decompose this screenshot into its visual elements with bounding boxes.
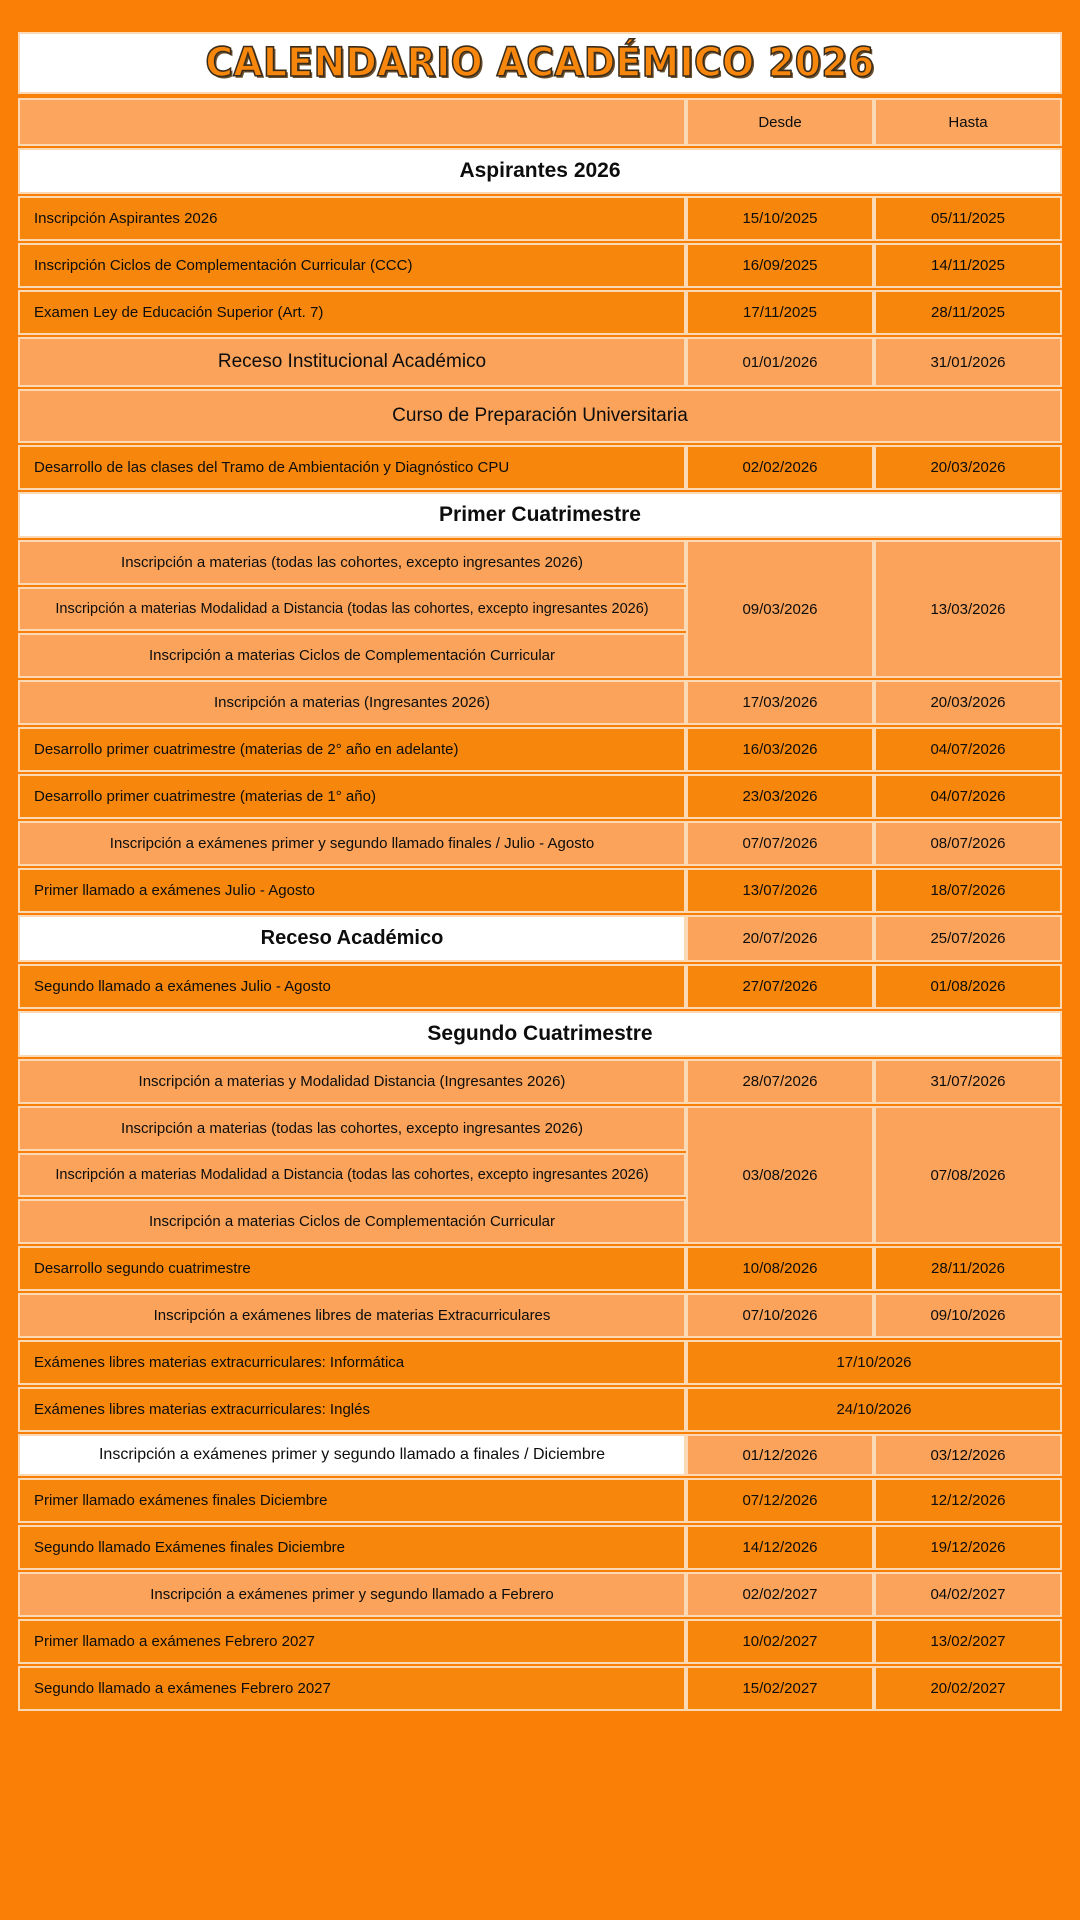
table-row [18, 290, 1062, 335]
row-label: Examen Ley de Educación Superior (Art. 7) [18, 290, 686, 335]
date-to: 09/10/2026 [874, 1293, 1062, 1338]
date-to: 31/01/2026 [874, 337, 1062, 387]
section-title: Segundo Cuatrimestre [18, 1011, 1062, 1057]
date-to: 03/12/2026 [874, 1434, 1062, 1476]
table-row [18, 1059, 1062, 1104]
column-header-hasta: Hasta [874, 98, 1062, 146]
table-row [18, 915, 1062, 962]
date-to: 19/12/2026 [874, 1525, 1062, 1570]
date-from: 07/12/2026 [686, 1478, 874, 1523]
section-title: Aspirantes 2026 [18, 148, 1062, 194]
date-to: 12/12/2026 [874, 1478, 1062, 1523]
row-label: Primer llamado exámenes finales Diciembre [18, 1478, 686, 1523]
date-to: 14/11/2025 [874, 243, 1062, 288]
date-from: 15/02/2027 [686, 1666, 874, 1711]
row-label: Desarrollo segundo cuatrimestre [18, 1246, 686, 1291]
row-label: Inscripción Ciclos de Complementación Curricular (CCC) [18, 243, 686, 288]
date-to: 31/07/2026 [874, 1059, 1062, 1104]
date-to: 07/08/2026 [874, 1106, 1062, 1244]
row-label: Receso Institucional Académico [18, 337, 686, 387]
table-row [18, 1340, 1062, 1385]
date-to: 20/03/2026 [874, 445, 1062, 490]
column-header-row [18, 98, 1062, 146]
table-row [18, 540, 1062, 585]
table-row [18, 337, 1062, 387]
row-label: Exámenes libres materias extracurriculares: Inglés [18, 1387, 686, 1432]
date-from: 20/07/2026 [686, 915, 874, 962]
date-to: 13/02/2027 [874, 1619, 1062, 1664]
row-label: Inscripción a exámenes primer y segundo llamado a Febrero [18, 1572, 686, 1617]
date-from: 09/03/2026 [686, 540, 874, 678]
date-single: 17/10/2026 [686, 1340, 1062, 1385]
band-title: Curso de Preparación Universitaria [18, 389, 1062, 443]
table-row [18, 868, 1062, 913]
date-from: 13/07/2026 [686, 868, 874, 913]
date-from: 02/02/2026 [686, 445, 874, 490]
row-label: Desarrollo primer cuatrimestre (materias de 2° año en adelante) [18, 727, 686, 772]
table-row [18, 1525, 1062, 1570]
date-from: 07/10/2026 [686, 1293, 874, 1338]
date-to: 25/07/2026 [874, 915, 1062, 962]
date-from: 16/09/2025 [686, 243, 874, 288]
calendar-body [18, 98, 1062, 1711]
date-from: 28/07/2026 [686, 1059, 874, 1104]
date-from: 27/07/2026 [686, 964, 874, 1009]
table-row [18, 243, 1062, 288]
date-to: 20/02/2027 [874, 1666, 1062, 1711]
table-row [18, 1293, 1062, 1338]
date-to: 04/07/2026 [874, 727, 1062, 772]
date-from: 01/01/2026 [686, 337, 874, 387]
row-label: Inscripción a materias (Ingresantes 2026) [18, 680, 686, 725]
table-row [18, 1387, 1062, 1432]
table-row [18, 1572, 1062, 1617]
table-row [18, 1666, 1062, 1711]
row-label: Inscripción a materias y Modalidad Distancia (Ingresantes 2026) [18, 1059, 686, 1104]
date-from: 10/08/2026 [686, 1246, 874, 1291]
section-header-row [18, 148, 1062, 194]
row-label: Inscripción a exámenes primer y segundo llamado finales / Julio - Agosto [18, 821, 686, 866]
date-from: 10/02/2027 [686, 1619, 874, 1664]
table-row [18, 445, 1062, 490]
row-label: Segundo llamado a exámenes Julio - Agosto [18, 964, 686, 1009]
date-to: 13/03/2026 [874, 540, 1062, 678]
table-row [18, 196, 1062, 241]
row-label: Inscripción a materias Modalidad a Distancia (todas las cohortes, excepto ingresantes 2026) [18, 1153, 686, 1197]
row-label: Inscripción a materias Modalidad a Distancia (todas las cohortes, excepto ingresantes 2026) [18, 587, 686, 631]
table-row [18, 774, 1062, 819]
date-from: 16/03/2026 [686, 727, 874, 772]
row-label: Inscripción a exámenes libres de materias Extracurriculares [18, 1293, 686, 1338]
table-row [18, 1434, 1062, 1476]
date-to: 28/11/2026 [874, 1246, 1062, 1291]
row-label: Inscripción a materias Ciclos de Complementación Curricular [18, 633, 686, 678]
date-to: 04/07/2026 [874, 774, 1062, 819]
row-label: Primer llamado a exámenes Febrero 2027 [18, 1619, 686, 1664]
table-row [18, 727, 1062, 772]
title-banner [18, 32, 1062, 94]
table-row [18, 1478, 1062, 1523]
column-header-desde: Desde [686, 98, 874, 146]
date-to: 18/07/2026 [874, 868, 1062, 913]
section-header-row [18, 492, 1062, 538]
section-header-row [18, 1011, 1062, 1057]
section-title: Primer Cuatrimestre [18, 492, 1062, 538]
date-to: 08/07/2026 [874, 821, 1062, 866]
row-label: Primer llamado a exámenes Julio - Agosto [18, 868, 686, 913]
row-label: Exámenes libres materias extracurriculares: Informática [18, 1340, 686, 1385]
date-to: 20/03/2026 [874, 680, 1062, 725]
table-row [18, 680, 1062, 725]
band-row [18, 389, 1062, 443]
row-label: Inscripción a exámenes primer y segundo llamado a finales / Diciembre [18, 1434, 686, 1476]
row-label: Inscripción a materias Ciclos de Complementación Curricular [18, 1199, 686, 1244]
date-from: 14/12/2026 [686, 1525, 874, 1570]
row-label: Inscripción a materias (todas las cohortes, excepto ingresantes 2026) [18, 540, 686, 585]
date-from: 01/12/2026 [686, 1434, 874, 1476]
date-from: 07/07/2026 [686, 821, 874, 866]
date-to: 28/11/2025 [874, 290, 1062, 335]
page-title: CALENDARIO ACADÉMICO 2026 [205, 40, 875, 86]
row-label: Segundo llamado a exámenes Febrero 2027 [18, 1666, 686, 1711]
row-label: Receso Académico [18, 915, 686, 962]
date-to: 01/08/2026 [874, 964, 1062, 1009]
date-from: 23/03/2026 [686, 774, 874, 819]
date-from: 03/08/2026 [686, 1106, 874, 1244]
row-label: Desarrollo primer cuatrimestre (materias de 1° año) [18, 774, 686, 819]
date-from: 17/03/2026 [686, 680, 874, 725]
date-to: 05/11/2025 [874, 196, 1062, 241]
date-to: 04/02/2027 [874, 1572, 1062, 1617]
table-row [18, 1106, 1062, 1151]
column-header-label [18, 98, 686, 146]
date-from: 17/11/2025 [686, 290, 874, 335]
table-row [18, 821, 1062, 866]
table-row [18, 1619, 1062, 1664]
row-label: Desarrollo de las clases del Tramo de Ambientación y Diagnóstico CPU [18, 445, 686, 490]
row-label: Segundo llamado Exámenes finales Diciembre [18, 1525, 686, 1570]
row-label: Inscripción a materias (todas las cohortes, excepto ingresantes 2026) [18, 1106, 686, 1151]
date-from: 15/10/2025 [686, 196, 874, 241]
academic-calendar-table [18, 96, 1062, 1713]
table-row [18, 964, 1062, 1009]
date-from: 02/02/2027 [686, 1572, 874, 1617]
table-row [18, 1246, 1062, 1291]
date-single: 24/10/2026 [686, 1387, 1062, 1432]
row-label: Inscripción Aspirantes 2026 [18, 196, 686, 241]
